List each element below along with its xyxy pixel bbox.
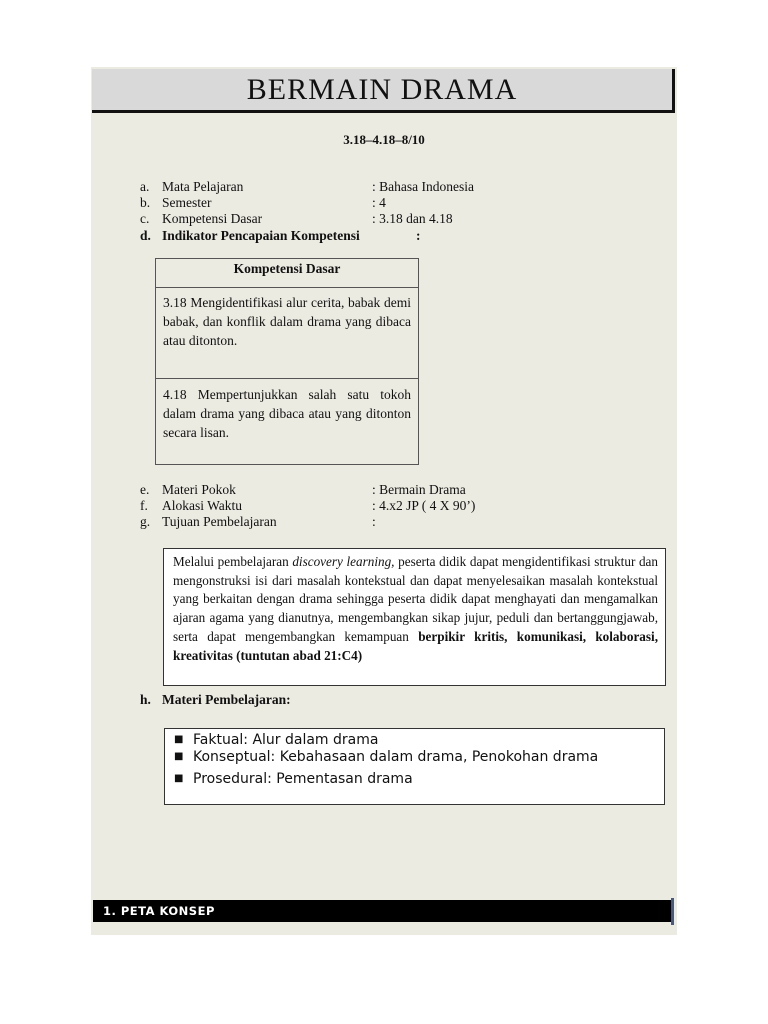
materi-list-box xyxy=(164,728,665,805)
kd-table-row-318: 3.18 Mengidentifikasi alur cerita, babak demi babak, dan konflik dalam drama yang dibaca atau ditonton. xyxy=(156,288,418,379)
kd-table-header: Kompetensi Dasar xyxy=(156,259,418,288)
info-value: : 4 xyxy=(372,195,386,210)
bullet-icon: ■ xyxy=(174,750,184,762)
info-label: Semester xyxy=(162,195,212,210)
goal-emphasis: discovery learning, xyxy=(292,554,395,569)
list-item xyxy=(174,771,656,788)
learning-goal-box xyxy=(163,548,666,686)
kd-table-row-418: 4.18 Mempertunjukkan salah satu tokoh dalam drama yang dibaca atau yang ditonton secara lisan. xyxy=(163,387,411,440)
bullet-icon: ■ xyxy=(174,773,184,784)
info-label: Kompetensi Dasar xyxy=(162,211,263,226)
materi-item-text: Konseptual: Kebahasaan dalam drama, Penokohan drama xyxy=(193,748,599,765)
info-letter: c. xyxy=(140,211,150,226)
section-bar-shadow xyxy=(671,898,674,925)
info-value: : 3.18 dan 4.18 xyxy=(372,211,453,226)
bullet-icon: ■ xyxy=(174,734,184,745)
info-value: : 4.x2 JP ( 4 X 90’) xyxy=(372,498,476,513)
goal-bold: berpikir kritis, komunikasi, kolaborasi, kreativitas (tuntutan abad 21:C4) xyxy=(173,628,658,663)
info-letter: g. xyxy=(140,514,151,529)
info-label: Indikator Pencapaian Kompetensi xyxy=(162,228,360,243)
info-letter: d. xyxy=(140,228,151,243)
info-label: Tujuan Pembelajaran xyxy=(162,514,277,529)
kd-table xyxy=(155,258,419,465)
info-label: Materi Pembelajaran: xyxy=(162,692,291,707)
list-item xyxy=(174,732,656,749)
info-value: : xyxy=(372,514,376,529)
info-letter: b. xyxy=(140,195,151,210)
info-value: : xyxy=(416,228,421,243)
info-label: Materi Pokok xyxy=(162,482,236,497)
materi-item-text: Prosedural: Pementasan drama xyxy=(193,771,413,787)
page-title: BERMAIN DRAMA xyxy=(92,69,675,113)
info-label: Mata Pelajaran xyxy=(162,179,244,194)
section-heading-peta-konsep: 1. PETA KONSEP xyxy=(93,900,671,922)
goal-text: Melalui pembelajaran xyxy=(173,554,293,569)
info-label: Alokasi Waktu xyxy=(162,498,243,513)
info-letter: e. xyxy=(140,482,150,497)
info-letter: a. xyxy=(140,179,150,194)
info-letter: h. xyxy=(140,692,151,707)
kd-code: 3.18–4.18–8/10 xyxy=(343,132,425,147)
materi-item-text: Faktual: Alur dalam drama xyxy=(193,732,379,748)
info-letter: f. xyxy=(140,498,148,513)
goal-text-cont: peserta didik dapat mengidentifikasi struktur dan mengonstruksi isi dari masalah kontekstual dan dapat menyelesaikan masalah kontekstual yang berkaitan dengan drama sehingga peserta didik dapat menghayati dan mengamalkan ajaran agama yang dianutnya, mengembangkan sikap jujur, peduli dan bertanggungjawab, serta dapat mengembangkan kemampuan xyxy=(173,554,659,644)
list-item xyxy=(174,749,656,766)
info-value: : Bermain Drama xyxy=(372,482,466,497)
info-value: : Bahasa Indonesia xyxy=(372,179,474,194)
